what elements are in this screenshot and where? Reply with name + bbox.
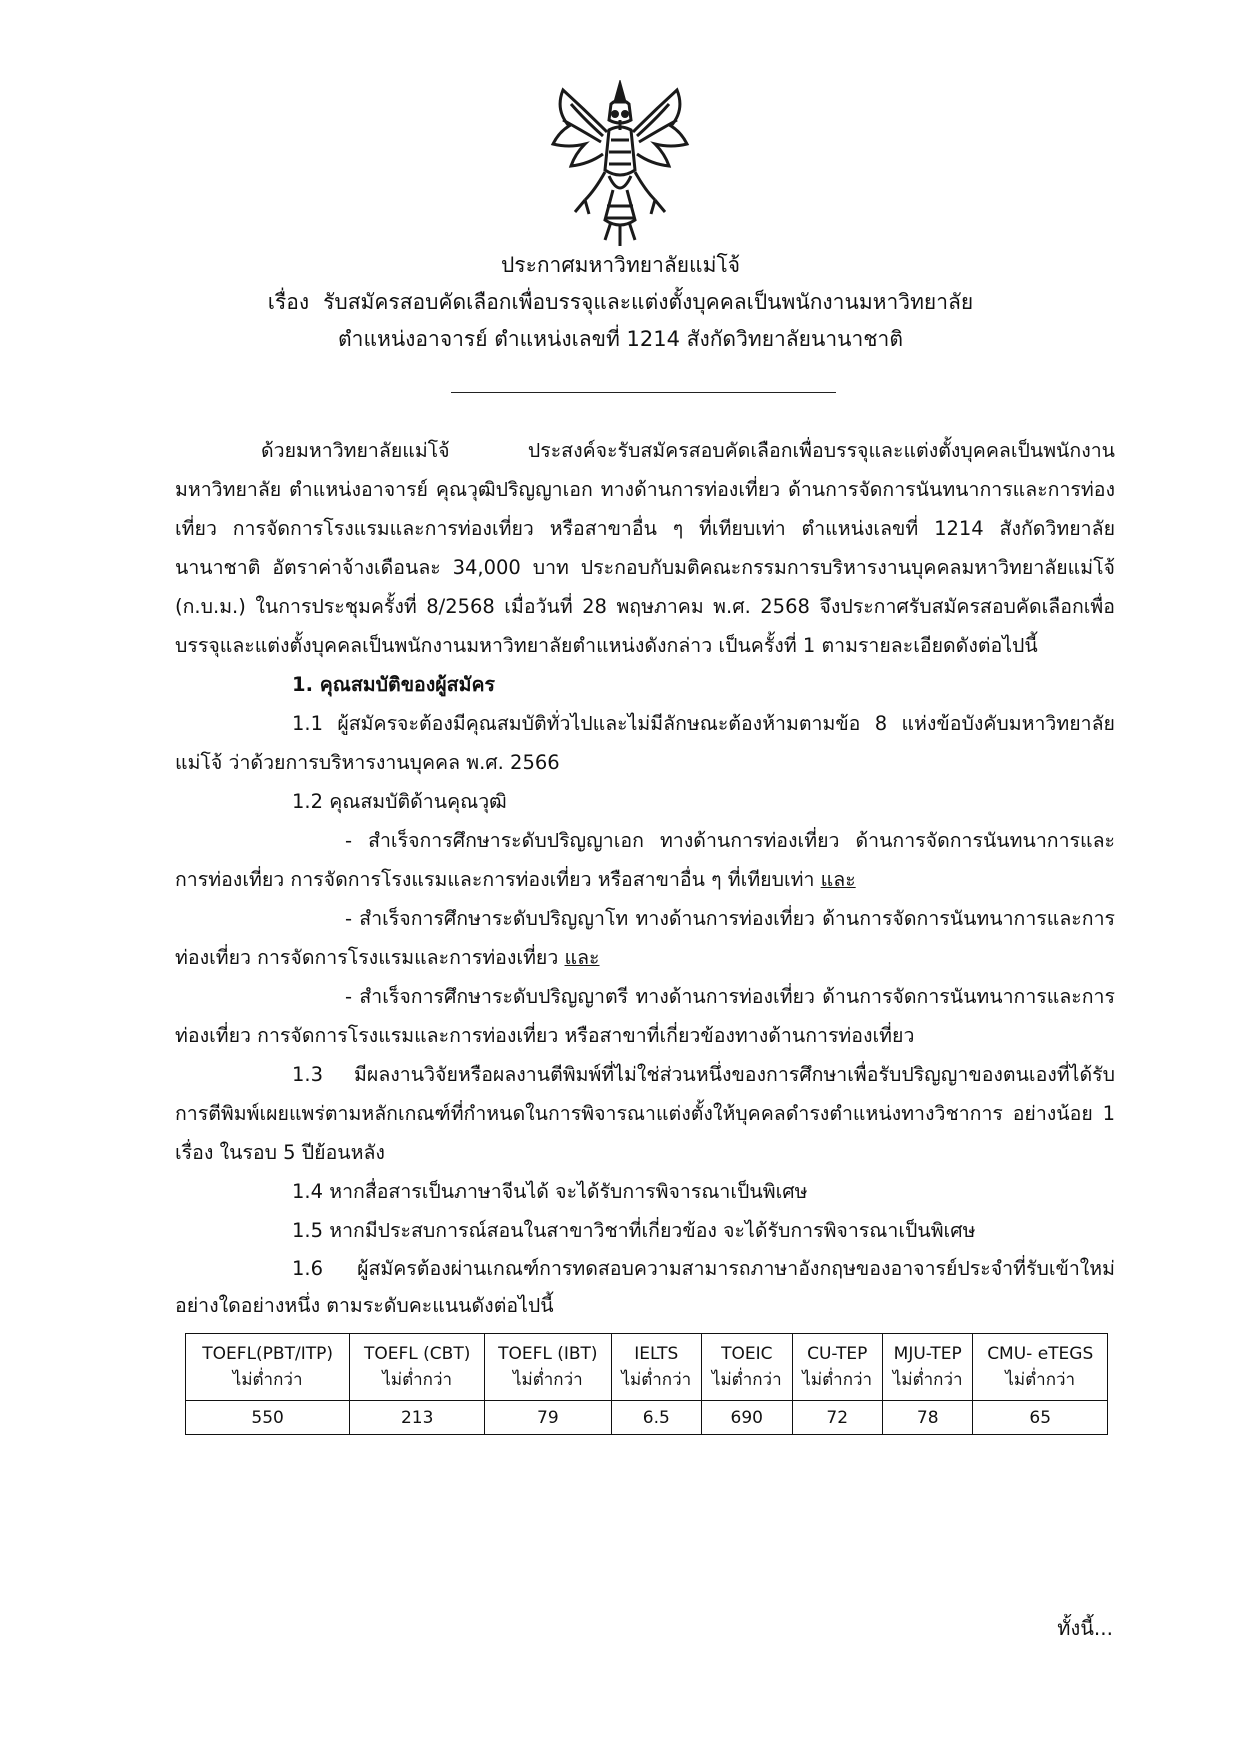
degree-masters	[175, 899, 1115, 977]
and-word: และ	[564, 946, 600, 969]
degree-phd-text: - สำเร็จการศึกษาระดับปริญญาเอก ทางด้านการท่องเที่ยว ด้านการจัดการนันทนาการและการท่องเที่ยว การจัดการโรงแรมและการท่องเที่ยว หรือสาขาอื่น ๆ ที่เทียบเท่า	[175, 829, 1115, 891]
announcement-title: ประกาศมหาวิทยาลัยแม่โจ้	[500, 253, 741, 277]
score-header-cell	[973, 1334, 1108, 1401]
position-line: ตำแหน่งอาจารย์ ตำแหน่งเลขที่ 1214 สังกัดวิทยาลัยนานาชาติ	[338, 327, 903, 351]
test-name: TOEFL (CBT)	[364, 1344, 471, 1364]
min-label: ไม่ต่ำกว่า	[711, 1370, 782, 1390]
score-value: 6.5	[611, 1401, 701, 1435]
item-1-1: 1.1 ผู้สมัครจะต้องมีคุณสมบัติทั่วไปและไม่มีลักษณะต้องห้ามตามข้อ 8 แห่งข้อบังคับมหาวิทยาลัยแม่โจ้ ว่าด้วยการบริหารงานบุคคล พ.ศ. 2566	[175, 712, 1115, 774]
item-1-4: 1.4 หากสื่อสารเป็นภาษาจีนได้ จะได้รับการพิจารณาเป็นพิเศษ	[292, 1180, 808, 1203]
test-name: TOEFL(PBT/ITP)	[202, 1344, 333, 1364]
score-value: 550	[186, 1401, 350, 1435]
min-label: ไม่ต่ำกว่า	[512, 1370, 583, 1390]
item-1-6: 1.6 ผู้สมัครต้องผ่านเกณฑ์การทดสอบความสามารถภาษาอังกฤษของอาจารย์ประจำที่รับเข้าใหม่อย่างใดอย่างหนึ่ง ตามระดับคะแนนดังต่อไปนี้	[175, 1257, 1115, 1317]
score-value: 65	[973, 1401, 1108, 1435]
page-continuation: ทั้งนี้...	[1057, 1616, 1113, 1640]
and-word: และ	[820, 868, 856, 891]
item-1-5: 1.5 หากมีประสบการณ์สอนในสาขาวิชาที่เกี่ยวข้อง จะได้รับการพิจารณาเป็นพิเศษ	[292, 1219, 976, 1242]
section-1-heading: 1. คุณสมบัติของผู้สมัคร	[292, 673, 495, 696]
score-header-cell	[882, 1334, 972, 1401]
announcement-subject	[0, 287, 1241, 317]
degree-phd	[175, 821, 1115, 899]
english-score-table	[185, 1333, 1108, 1435]
score-table-value-row	[186, 1401, 1108, 1435]
subject-text: รับสมัครสอบคัดเลือกเพื่อบรรจุและแต่งตั้งบุคคลเป็นพนักงานมหาวิทยาลัย	[323, 290, 974, 314]
score-value: 72	[792, 1401, 882, 1435]
test-name: MJU-TEP	[893, 1344, 962, 1364]
intro-paragraph: ด้วยมหาวิทยาลัยแม่โจ้ ประสงค์จะรับสมัครสอบคัดเลือกเพื่อบรรจุและแต่งตั้งบุคคลเป็นพนักงานมหาวิทยาลัย ตำแหน่งอาจารย์ คุณวุฒิปริญญาเอก ทางด้านการท่องเที่ยว ด้านการจัดการนันทนาการและการท่องเที่ยว การจัดการโรงแรมและการท่องเที่ยว หรือสาขาอื่น ๆ ที่เทียบเท่า ตำแหน่งเลขที่ 1214 สังกัดวิทยาลัยนานาชาติ อัตราค่าจ้างเดือนละ 34,000 บาท ประกอบกับมติคณะกรรมการบริหารงานบุคคลมหาวิทยาลัยแม่โจ้ (ก.บ.ม.) ในการประชุมครั้งที่ 8/2568 เมื่อวันที่ 28 พฤษภาคม พ.ศ. 2568 จึงประกาศรับสมัครสอบคัดเลือกเพื่อบรรจุและแต่งตั้งบุคคลเป็นพนักงานมหาวิทยาลัยตำแหน่งดังกล่าว เป็นครั้งที่ 1 ตามรายละเอียดดังต่อไปนี้	[175, 439, 1115, 657]
test-name: CMU- eTEGS	[987, 1344, 1094, 1364]
score-header-cell	[186, 1334, 350, 1401]
item-1-2: 1.2 คุณสมบัติด้านคุณวุฒิ	[292, 790, 507, 813]
score-header-cell	[611, 1334, 701, 1401]
test-name: TOEFL (IBT)	[498, 1344, 598, 1364]
garuda-emblem	[545, 80, 695, 250]
score-header-cell	[350, 1334, 485, 1401]
score-value: 690	[702, 1401, 792, 1435]
score-header-cell	[485, 1334, 612, 1401]
min-label: ไม่ต่ำกว่า	[621, 1370, 692, 1390]
score-value: 79	[485, 1401, 612, 1435]
min-label: ไม่ต่ำกว่า	[1005, 1370, 1076, 1390]
test-name: IELTS	[634, 1344, 679, 1364]
subject-label: เรื่อง	[267, 290, 310, 314]
score-table-header-row	[186, 1334, 1108, 1401]
test-name: CU-TEP	[807, 1344, 868, 1364]
document-body	[175, 431, 1115, 1324]
score-value: 78	[882, 1401, 972, 1435]
min-label: ไม่ต่ำกว่า	[382, 1370, 453, 1390]
min-label: ไม่ต่ำกว่า	[802, 1370, 873, 1390]
degree-bachelor: - สำเร็จการศึกษาระดับปริญญาตรี ทางด้านการท่องเที่ยว ด้านการจัดการนันทนาการและการท่องเที่ยว การจัดการโรงแรมและการท่องเที่ยว หรือสาขาที่เกี่ยวข้องทางด้านการท่องเที่ยว	[175, 985, 1115, 1047]
min-label: ไม่ต่ำกว่า	[232, 1370, 303, 1390]
min-label: ไม่ต่ำกว่า	[892, 1370, 963, 1390]
score-header-cell	[792, 1334, 882, 1401]
score-value: 213	[350, 1401, 485, 1435]
degree-masters-text: - สำเร็จการศึกษาระดับปริญญาโท ทางด้านการท่องเที่ยว ด้านการจัดการนันทนาการและการท่องเที่ยว การจัดการโรงแรมและการท่องเที่ยว	[175, 907, 1115, 969]
test-name: TOEIC	[721, 1344, 773, 1364]
item-1-3: 1.3 มีผลงานวิจัยหรือผลงานตีพิมพ์ที่ไม่ใช่ส่วนหนึ่งของการศึกษาเพื่อรับปริญญาของตนเองที่ได้รับการตีพิมพ์เผยแพร่ตามหลักเกณฑ์ที่กำหนดในการพิจารณาแต่งตั้งให้บุคคลดำรงตำแหน่งทางวิชาการ อย่างน้อย 1 เรื่อง ในรอบ 5 ปีย้อนหลัง	[175, 1063, 1115, 1164]
score-header-cell	[702, 1334, 792, 1401]
header-divider	[451, 392, 836, 393]
